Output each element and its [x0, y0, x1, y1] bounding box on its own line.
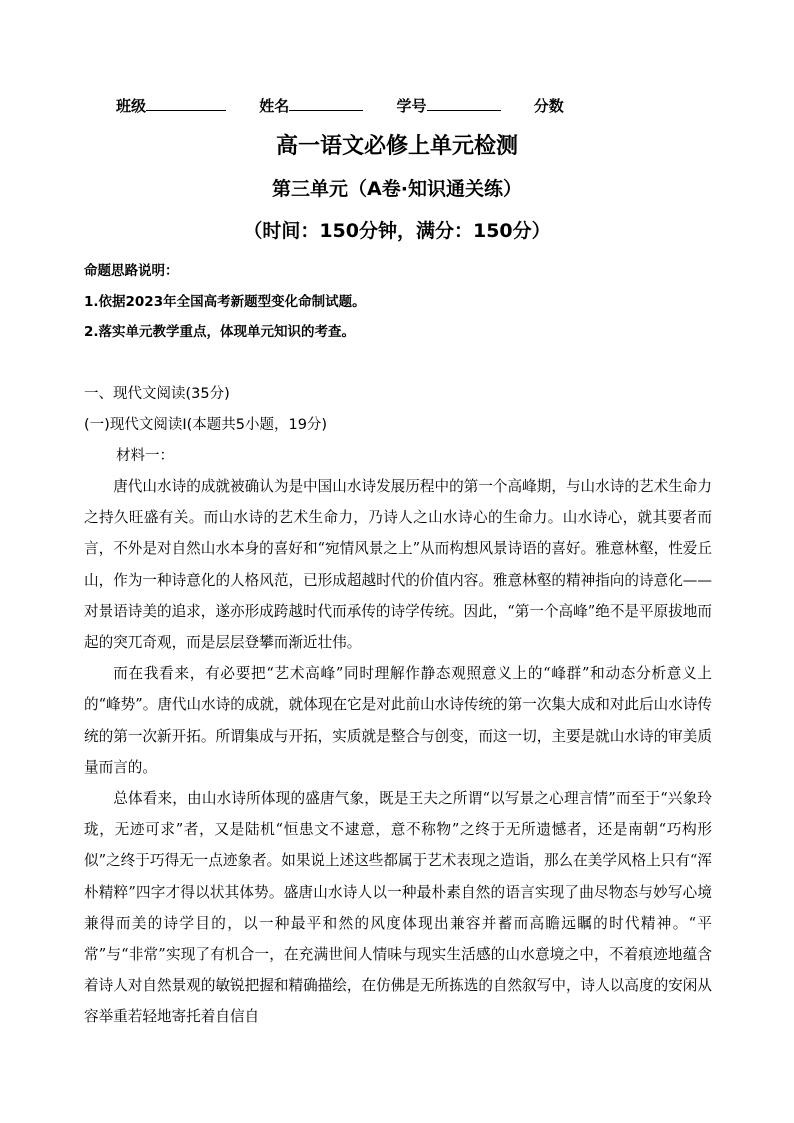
- paragraph-2: 而在我看来，有必要把“艺术高峰”同时理解作静态观照意义上的“峰群”和动态分析意义上的“峰势”。唐代山水诗的成就，就体现在它是对此前山水诗传统的第一次集大成和对此后山水诗传统的第一次新开拓。所谓集成与开拓，实质就是整合与创变，而这一切，主要是就山水诗的审美质量而言的。: [84, 665, 712, 776]
- score-field: [534, 95, 564, 116]
- notes-item-1: 1.依据2023年全国高考新题型变化命制试题。: [84, 294, 366, 310]
- paragraph-1: 唐代山水诗的成就被确认为是中国山水诗发展历程中的第一个高峰期，与山水诗的艺术生命力之持久旺盛有关。而山水诗的艺术生命力，乃诗人之山水诗心的生命力。山水诗心，就其要者而言，不外是对自然山水本身的喜好和“宛情风景之上”从而构想风景诗语的喜好。雅意林壑，性爱丘山，作为一种诗意化的人格风范，已形成超越时代的价值内容。雅意林壑的精神指向的诗意化——对景语诗美的追求，遂亦形成跨越时代而承传的诗学传统。因此，“第一个高峰”绝不是平原拔地而起的突兀奇观，而是层层登攀而渐近壮伟。: [84, 478, 712, 652]
- class-field: [116, 95, 226, 116]
- id-label: 学号: [396, 97, 427, 115]
- subsection-heading: (一)现代文阅读Ⅰ(本题共5小题，19分): [84, 417, 328, 433]
- class-blank[interactable]: [146, 96, 226, 111]
- notes-heading: 命题思路说明：: [84, 263, 179, 279]
- id-blank[interactable]: [427, 96, 501, 111]
- notes-item-2: 2.落实单元教学重点，体现单元知识的考查。: [84, 324, 356, 340]
- name-blank[interactable]: [289, 96, 363, 111]
- name-label: 姓名: [259, 97, 290, 115]
- student-info-row: [116, 95, 592, 116]
- section-heading: 一、现代文阅读(35分): [84, 386, 230, 402]
- paragraph-3: 总体看来，由山水诗所体现的盛唐气象，既是王夫之所谓“以写景之心理言情”而至于“兴象玲珑，无迹可求”者，又是陆机“恒患文不逮意，意不称物”之终于无所遗憾者，还是南朝“巧构形似”之终于巧得无一点迹象者。如果说上述这些都属于艺术表现之造诣，那么在美学风格上只有“浑朴精粹”四字才得以状其体势。盛唐山水诗人以一种最朴素自然的语言实现了曲尽物态与妙写心境兼得而美的诗学目的，以一种最平和然的风度体现出兼容并蓄而高瞻远瞩的时代精神。“平常”与“非常”实现了有机合一，在充满世间人情味与现实生活感的山水意境之中，不着痕迹地蕴含着诗人对自然景观的敏锐把握和精确描绘，在仿佛是无所拣选的自然叙写中，诗人以高度的安闲从容举重若轻地寄托着自信自: [84, 790, 712, 1026]
- id-field: [397, 95, 501, 116]
- unit-title: 第三单元（A卷·知识通关练）: [272, 178, 522, 200]
- score-label: 分数: [533, 97, 564, 115]
- class-label: 班级: [116, 97, 147, 115]
- name-field: [259, 95, 363, 116]
- material-label: 材料一：: [116, 448, 174, 464]
- main-title: 高一语文必修上单元检测: [275, 134, 518, 159]
- time-title: （时间：150分钟，满分：150分）: [243, 220, 551, 242]
- article-body: [84, 471, 712, 1033]
